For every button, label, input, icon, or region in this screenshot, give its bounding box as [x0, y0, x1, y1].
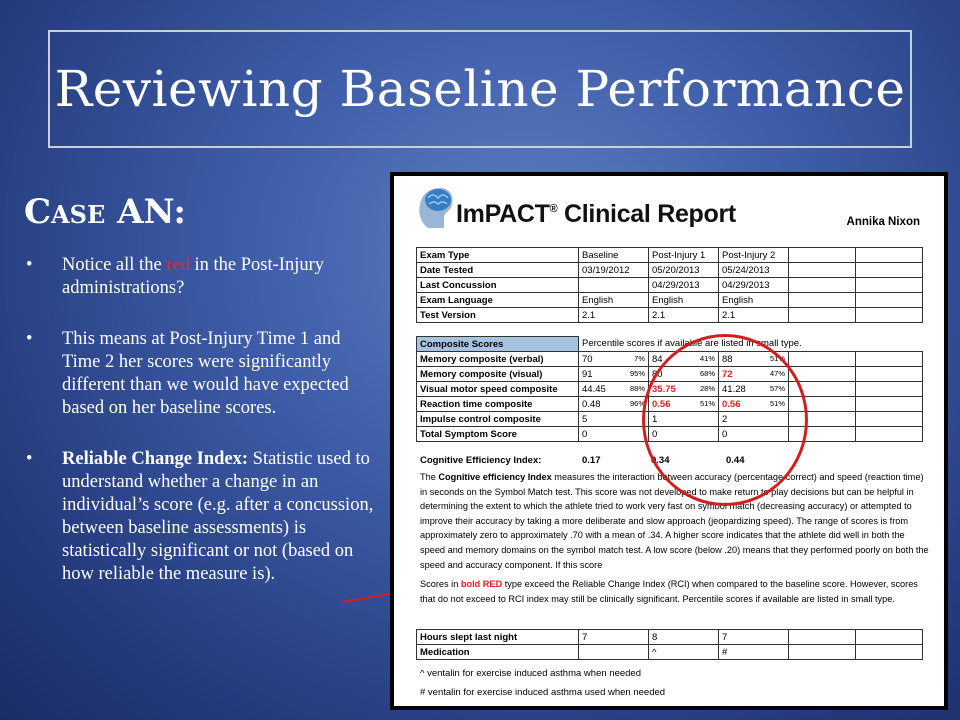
rci-para-bold: bold RED — [460, 579, 503, 589]
percentile: 95% — [629, 368, 645, 378]
score-value: 41.28 — [722, 383, 746, 395]
score-value: 88 — [722, 353, 733, 365]
report-title-brand: ImPACT — [456, 200, 550, 228]
exam-row-label: Last Concussion — [417, 278, 579, 293]
score-value: 0 — [582, 428, 588, 440]
bullet-1 — [24, 254, 379, 300]
exam-cell: 2.1 — [579, 308, 649, 323]
composite-label: Reaction time composite — [417, 397, 579, 412]
empty-cell — [789, 293, 856, 308]
exam-row-label: Date Tested — [417, 263, 579, 278]
percentile: 57% — [769, 383, 785, 393]
composite-cell — [579, 397, 649, 412]
note-caret: ^ ventalin for exercise induced asthma when needed — [420, 668, 641, 679]
empty-cell — [789, 278, 856, 293]
composite-header-row — [417, 337, 923, 352]
composite-label: Total Symptom Score — [417, 427, 579, 442]
score-value: 72 — [722, 368, 733, 380]
exam-cell: Post-Injury 1 — [649, 248, 719, 263]
percentile: 51% — [769, 398, 785, 408]
score-value: 0.48 — [582, 398, 601, 410]
sleep-row-label: Medication — [417, 645, 579, 660]
rci-paragraph — [420, 577, 930, 606]
cei-baseline: 0.17 — [582, 455, 601, 466]
rci-term: Reliable Change Index: — [62, 449, 249, 469]
title-box — [48, 30, 912, 148]
rci-para-text: type exceed the Reliable Change Index (RCI) when compared to the baseline score. However, scores that do not exceed to RCI index may still be clinically significant. Percentile scores if available are listed in small type. — [420, 579, 918, 604]
exam-cell: English — [719, 293, 789, 308]
composite-label: Memory composite (visual) — [417, 367, 579, 382]
score-value: 0 — [722, 428, 728, 440]
slide-title: Reviewing Baseline Performance — [54, 60, 906, 118]
empty-cell — [856, 427, 923, 442]
empty-cell — [856, 397, 923, 412]
exam-cell: English — [649, 293, 719, 308]
percentile: 28% — [699, 383, 715, 393]
empty-cell — [856, 645, 923, 660]
composite-cell — [579, 352, 649, 367]
bullet-3 — [24, 448, 379, 586]
exam-cell — [579, 278, 649, 293]
exam-cell: 03/19/2012 — [579, 263, 649, 278]
sleep-table — [416, 629, 923, 660]
brain-logo-icon — [414, 182, 456, 232]
score-value: 80 — [652, 368, 663, 380]
composite-label: Visual motor speed composite — [417, 382, 579, 397]
score-value: 70 — [582, 353, 593, 365]
sleep-cell: ^ — [649, 645, 719, 660]
report-header — [394, 176, 944, 236]
rci-para-pre: Scores in — [420, 579, 461, 589]
score-value: 2 — [722, 413, 728, 425]
percentile: 41% — [699, 353, 715, 363]
percentile: 51% — [769, 353, 785, 363]
red-highlight-circle — [642, 334, 808, 506]
exam-row-label: Test Version — [417, 308, 579, 323]
sleep-cell: 7 — [579, 630, 649, 645]
score-value: 44.45 — [582, 383, 606, 395]
exam-cell: Baseline — [579, 248, 649, 263]
composite-cell — [579, 367, 649, 382]
exam-row-label: Exam Language — [417, 293, 579, 308]
score-value: 0.56 — [652, 398, 671, 410]
score-value: 35.75 — [652, 383, 676, 395]
sleep-cell — [579, 645, 649, 660]
cei-para-pre: The — [420, 472, 439, 482]
empty-cell — [856, 367, 923, 382]
bullet-list — [24, 254, 379, 614]
empty-cell — [856, 293, 923, 308]
sleep-row — [417, 630, 923, 645]
score-value: 5 — [582, 413, 588, 425]
bullet-1-text-a: Notice all the — [62, 255, 167, 275]
exam-cell: 05/24/2013 — [719, 263, 789, 278]
composite-cell — [579, 382, 649, 397]
sleep-cell: 8 — [649, 630, 719, 645]
exam-cell: 05/20/2013 — [649, 263, 719, 278]
empty-cell — [789, 352, 856, 367]
empty-cell — [789, 645, 856, 660]
exam-cell: 04/29/2013 — [649, 278, 719, 293]
empty-cell — [856, 630, 923, 645]
bullet-1-text-b: in the Post-Injury administrations? — [62, 255, 325, 298]
empty-cell — [856, 308, 923, 323]
score-value: 91 — [582, 368, 593, 380]
exam-row — [417, 263, 923, 278]
exam-table — [416, 247, 923, 323]
exam-row — [417, 293, 923, 308]
empty-cell — [856, 412, 923, 427]
sleep-row — [417, 645, 923, 660]
empty-cell — [789, 263, 856, 278]
bullet-1-red-word: red — [166, 255, 190, 275]
percentile: 51% — [699, 398, 715, 408]
sleep-cell: 7 — [719, 630, 789, 645]
score-value: 84 — [652, 353, 663, 365]
composite-cell — [579, 412, 649, 427]
sleep-cell: # — [719, 645, 789, 660]
score-value: 0.56 — [722, 398, 741, 410]
cei-label: Cognitive Efficiency Index: — [420, 455, 542, 466]
bullet-2: • This means at Post-Injury Time 1 and Time 2 her scores were significantly different than we would have expected based on her baseline scores. — [24, 328, 379, 420]
composite-label: Impulse control composite — [417, 412, 579, 427]
cei-para-bold: Cognitive efficiency Index — [438, 472, 552, 482]
exam-cell: 2.1 — [649, 308, 719, 323]
empty-cell — [856, 382, 923, 397]
exam-row-label: Exam Type — [417, 248, 579, 263]
score-value: 0 — [652, 428, 658, 440]
composite-header: Composite Scores — [417, 337, 579, 352]
exam-cell: 04/29/2013 — [719, 278, 789, 293]
note-hash: # ventalin for exercise induced asthma used when needed — [420, 687, 666, 698]
percentile: 68% — [699, 368, 715, 378]
exam-cell: English — [579, 293, 649, 308]
exam-cell: 2.1 — [719, 308, 789, 323]
exam-row — [417, 248, 923, 263]
cei-para-text: measures the interaction between accuracy (percentage correct) and speed (reaction time) in seconds on the Symbol Match test. This score was not developed to make return to play decisions but can be helpful in determining the extent to which the athlete tried to work very fast on symbol match (decreasing accuracy) or attempted to improve their accuracy by taking a more deliberate and slow approach (jeopardizing speed). The range of scores is from approximately zero to approximately .70 with a mean of .34. A higher score indicates that the athlete did well in both the speed and memory domains on the symbol match test. A low score (below .20) means that they performed poorly on both the speed and accuracy component. If this score — [420, 472, 929, 570]
exam-row — [417, 308, 923, 323]
percentile-note: Percentile scores if available are listed in small type. — [582, 338, 802, 350]
case-heading: Case AN: — [24, 192, 186, 232]
exam-cell: Post-Injury 2 — [719, 248, 789, 263]
exam-row — [417, 278, 923, 293]
empty-cell — [789, 248, 856, 263]
empty-cell — [789, 630, 856, 645]
registered-mark: ® — [549, 203, 558, 215]
composite-cell — [579, 427, 649, 442]
impact-report-image — [390, 172, 948, 710]
patient-name: Annika Nixon — [846, 216, 920, 228]
percentile: 47% — [769, 368, 785, 378]
score-value: 1 — [652, 413, 658, 425]
empty-cell — [856, 352, 923, 367]
empty-cell — [856, 248, 923, 263]
cei-post1: 0.34 — [651, 455, 670, 466]
rci-definition: Statistic used to understand whether a change in an individual’s score (e.g. after a concussion, between baseline assessments) is statistically significant or not (based on how reliable the measure is). — [62, 449, 374, 584]
percentile: 88% — [629, 383, 645, 393]
composite-label: Memory composite (verbal) — [417, 352, 579, 367]
sleep-row-label: Hours slept last night — [417, 630, 579, 645]
empty-cell — [856, 263, 923, 278]
empty-cell — [789, 308, 856, 323]
report-title — [456, 200, 736, 229]
report-title-rest: Clinical Report — [557, 200, 736, 228]
cei-post2: 0.44 — [726, 455, 745, 466]
empty-cell — [856, 278, 923, 293]
percentile: 7% — [634, 353, 645, 363]
percentile: 96% — [629, 398, 645, 408]
